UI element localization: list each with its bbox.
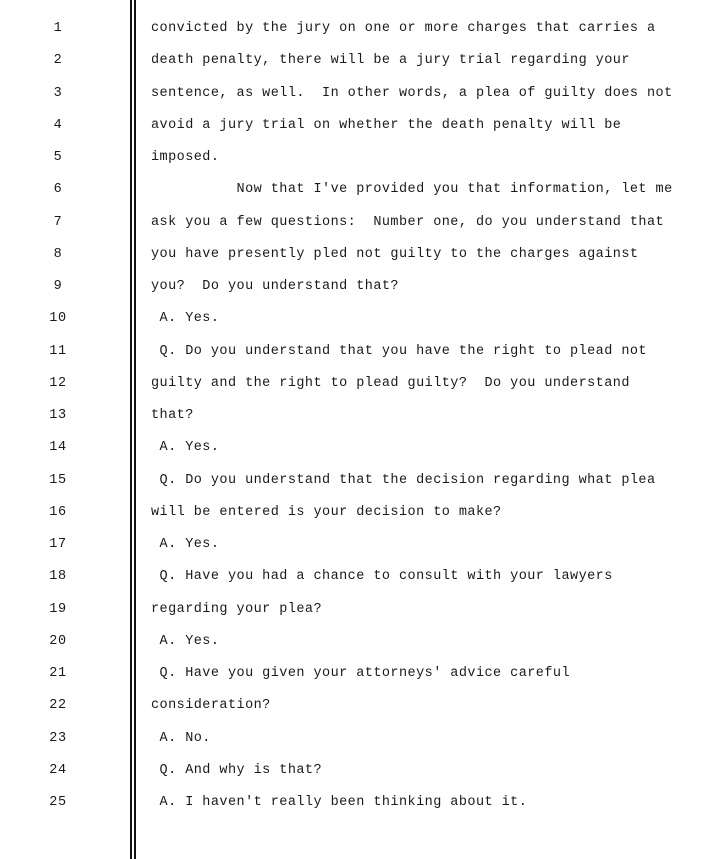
line-number: 6 — [53, 182, 63, 198]
transcript-line — [0, 436, 721, 460]
line-number: 20 — [49, 633, 67, 649]
transcript-line — [0, 243, 721, 267]
line-number: 21 — [49, 666, 67, 681]
line-number: 13 — [49, 408, 67, 423]
line-number: 1 — [53, 21, 63, 36]
line-text: Q. Do you understand that the decision regarding what plea — [151, 472, 656, 488]
transcript-line — [0, 404, 721, 428]
line-text: sentence, as well. In other words, a plea of guilty does not — [151, 85, 673, 101]
line-number: 2 — [53, 53, 63, 69]
transcript-line — [0, 501, 721, 525]
line-text: A. Yes. — [151, 311, 220, 327]
transcript-line — [0, 146, 721, 170]
transcript-line — [0, 630, 721, 654]
line-number: 10 — [49, 311, 67, 327]
transcript-line — [0, 49, 721, 73]
line-number: 25 — [49, 795, 67, 810]
transcript-line — [0, 598, 721, 622]
line-number: 7 — [53, 214, 63, 230]
line-number: 15 — [49, 472, 67, 488]
line-number: 22 — [49, 698, 67, 714]
transcript-line — [0, 307, 721, 331]
line-text: A. Yes. — [151, 440, 220, 456]
line-number: 14 — [49, 440, 67, 456]
transcript-line — [0, 340, 721, 364]
line-number: 16 — [49, 504, 67, 520]
line-text: regarding your plea? — [151, 601, 323, 617]
transcript-line — [0, 17, 721, 41]
line-text: death penalty, there will be a jury trial regarding your — [151, 53, 630, 69]
line-number: 5 — [53, 150, 63, 165]
line-number: 18 — [49, 569, 67, 585]
line-text: consideration? — [151, 698, 271, 714]
line-text: that? — [151, 408, 194, 423]
line-text: avoid a jury trial on whether the death penalty will be — [151, 117, 622, 133]
transcript-line — [0, 275, 721, 299]
line-text: convicted by the jury on one or more charges that carries a — [151, 21, 656, 36]
transcript-line — [0, 178, 721, 202]
line-number: 9 — [53, 279, 63, 294]
line-number: 11 — [49, 343, 67, 359]
line-text: you? Do you understand that? — [151, 279, 399, 294]
transcript-line — [0, 565, 721, 589]
transcript-line — [0, 469, 721, 493]
transcript-line — [0, 372, 721, 396]
line-text: imposed. — [151, 150, 220, 165]
line-text: Q. And why is that? — [151, 762, 323, 778]
line-number: 24 — [49, 762, 67, 778]
line-number: 12 — [49, 375, 67, 391]
transcript-line — [0, 727, 721, 751]
line-text: you have presently pled not guilty to the charges against — [151, 246, 639, 262]
line-number: 19 — [49, 601, 67, 617]
line-number: 8 — [53, 246, 63, 262]
line-text: will be entered is your decision to make? — [151, 504, 502, 520]
line-text: Now that I've provided you that information, let me — [151, 182, 673, 198]
transcript-line — [0, 791, 721, 815]
transcript-line — [0, 533, 721, 557]
line-text: Q. Have you given your attorneys' advice careful — [151, 666, 571, 681]
line-text: A. Yes. — [151, 633, 220, 649]
line-text: Q. Do you understand that you have the right to plead not — [151, 343, 647, 359]
transcript-line — [0, 662, 721, 686]
transcript-line — [0, 114, 721, 138]
transcript-line — [0, 759, 721, 783]
line-text: guilty and the right to plead guilty? Do you understand — [151, 375, 630, 391]
transcript-line — [0, 211, 721, 235]
line-text: A. I haven't really been thinking about it. — [151, 795, 528, 810]
line-text: ask you a few questions: Number one, do you understand that — [151, 214, 665, 230]
line-number: 17 — [49, 537, 67, 552]
line-text: Q. Have you had a chance to consult with your lawyers — [151, 569, 613, 585]
line-number: 3 — [53, 85, 63, 101]
line-number: 23 — [49, 730, 67, 746]
transcript-line — [0, 694, 721, 718]
line-text: A. Yes. — [151, 537, 220, 552]
line-text: A. No. — [151, 730, 211, 746]
transcript-line — [0, 82, 721, 106]
line-number: 4 — [53, 117, 63, 133]
